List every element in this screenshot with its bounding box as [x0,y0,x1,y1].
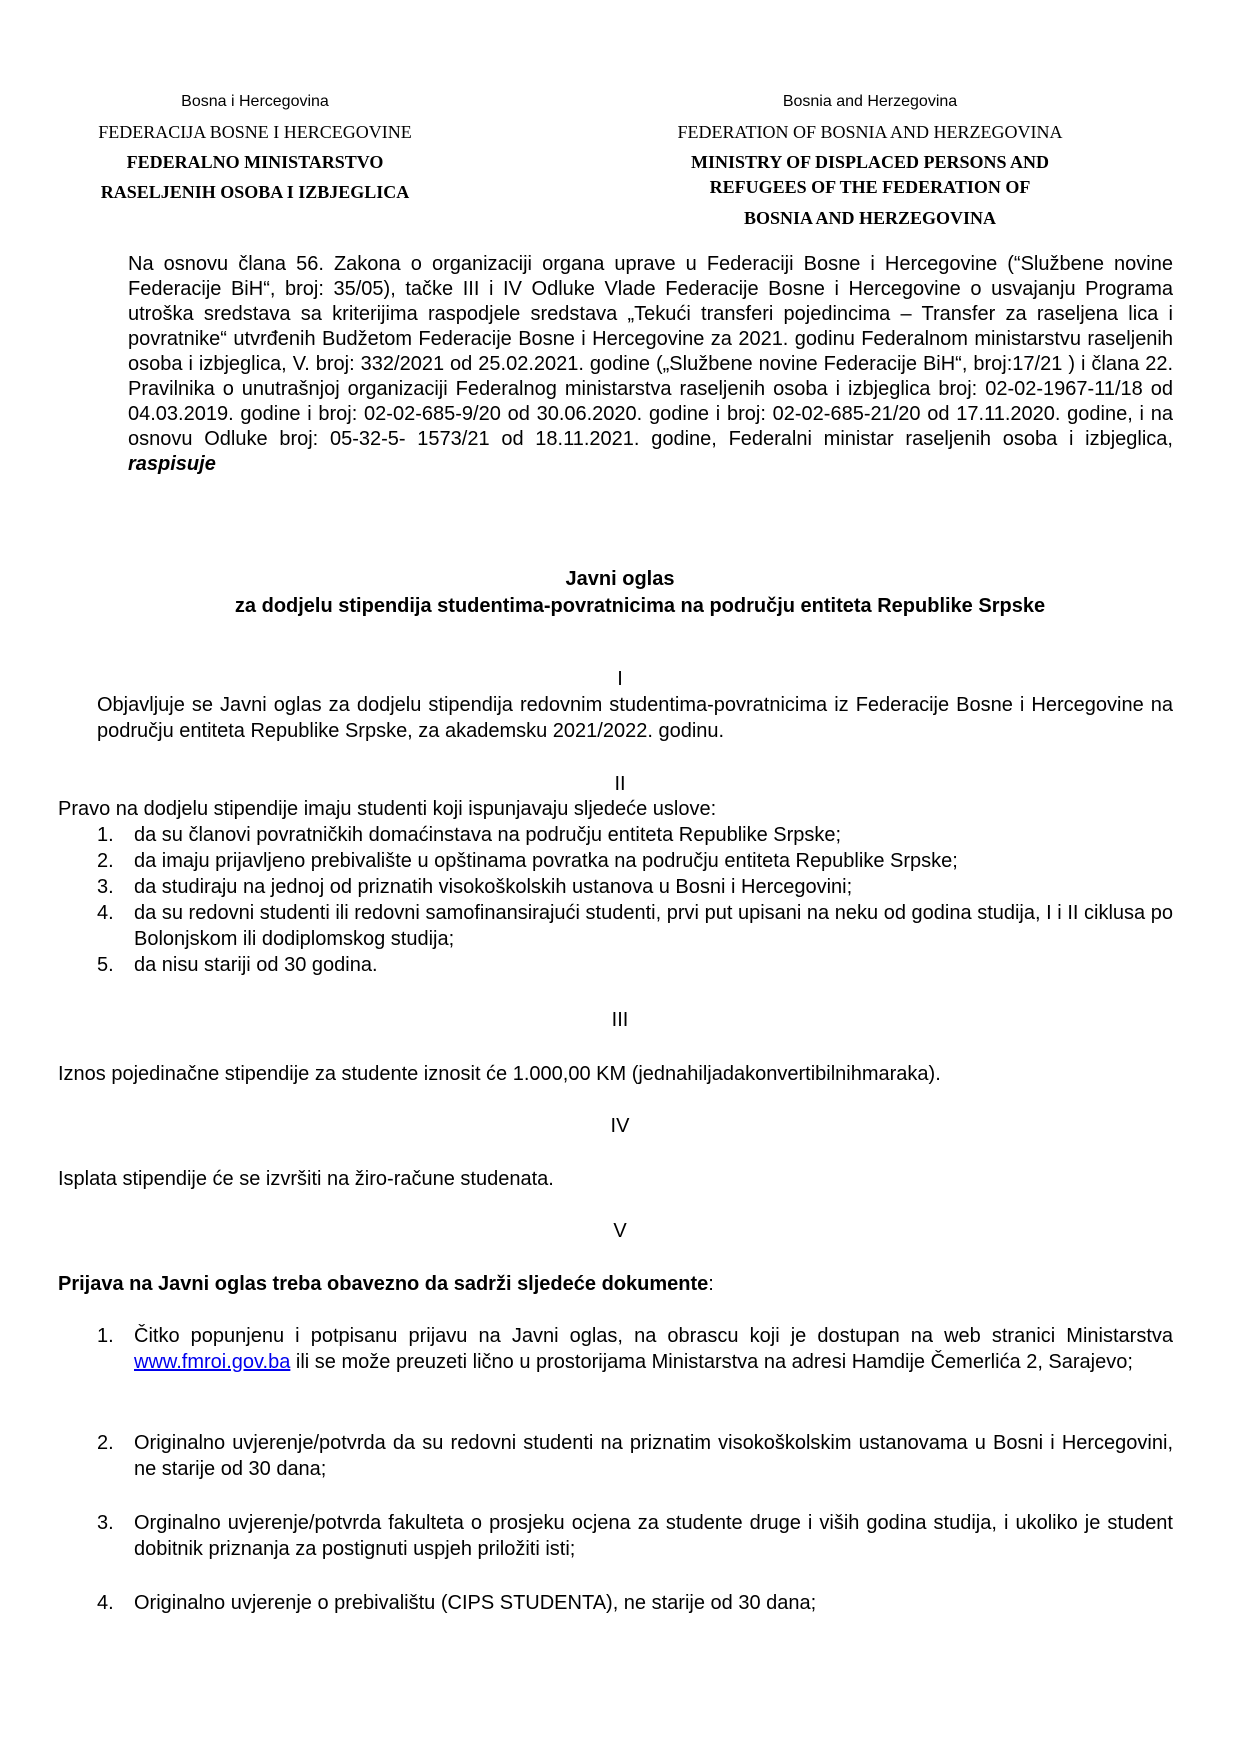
list-item-number: 3. [97,1512,114,1534]
list-item-number: 4. [97,902,114,924]
list-item-text: da studiraju na jednoj od priznatih visokoškolskih ustanova u Bosni i Hercegovini; [134,876,853,898]
header-right-federation: FEDERATION OF BOSNIA AND HERZEGOVINA [677,122,1063,142]
list-item-text: Orginalno uvjerenje/potvrda fakulteta o prosjeku ocjena za studente druge i viših godina studija, i ukoliko je student dobitnik priznanja za postignuti uspjeh priložiti isti; [134,1512,1173,1560]
section-ii-conditions-list [97,822,1173,978]
preamble-text: Na osnovu člana 56. Zakona o organizaciji organa uprave u Federaciji Bosne i Hercegovine (“Službene novine Federacije BiH“, broj: 35/05), tačke III i IV Odluke Vlade Federacije Bosne i Hercegovine o usvajanju Programa utroška sredstava sa kriterijima raspodjele sredstava „Tekući transferi pojedincima – Transfer za raseljena lica i povratnike“ utvrđenih Budžetom Federacije Bosne i Hercegovine za 2021. godinu Federalnom ministarstvu raseljenih osoba i izbjeglica, V. broj: 332/2021 od 25.02.2021. godine („Službene novine Federacije BiH“, broj:17/21 ) i člana 22. Pravilnika o unutrašnjoj organizaciji Federalnog ministarstva raseljenih osoba i izbjeglica broj: 02-02-1967-11/18 od 04.03.2019. godine i broj: 02-02-685-9/20 od 30.06.2020. godine i broj: 02-02-685-21/20 od 17.11.2020. godine, i na osnovu Odluke broj: 05-32-5- 1573/21 od 18.11.2021. godine, Federalni ministar raseljenih osoba i izbjeglica, [128,253,1173,450]
header-right-ministry-line3: BOSNIA AND HERZEGOVINA [743,208,997,228]
section-v-intro-tail: : [708,1273,714,1295]
header-right-ministry [620,150,1120,231]
section-heading-v: V [613,1220,627,1242]
list-item-number: 2. [97,850,114,872]
list-item [97,900,1173,952]
section-ii-intro: Pravo na dodjelu stipendije imaju studenti koji ispunjavaju sljedeće uslove: [58,798,717,820]
list-item-text: Originalno uvjerenje/potvrda da su redovni studenti na priznatim visokoškolskim ustanovama u Bosni i Hercegovini, ne starije od 30 dana; [134,1432,1173,1480]
list-item-text: da su redovni studenti ili redovni samofinansirajući studenti, prvi put upisani na neku od godina studija, I i II ciklusa po Bolonjskom ili dodiplomskog studija; [134,902,1173,950]
section-heading-i: I [617,668,623,690]
header-left-ministry-line1: FEDERALNO MINISTARSTVO [126,152,384,172]
list-item [97,848,1173,874]
title-line2: za dodjelu stipendija studentima-povratnicima na području entiteta Republike Srpske [234,595,1046,617]
header-left [55,87,455,207]
preamble-paragraph [128,252,1173,477]
section-v-intro-bold: Prijava na Javni oglas treba obavezno da sadrži sljedeće dokumente [58,1273,709,1295]
preamble-emphasis: raspisuje [128,453,216,475]
section-heading-iii: III [611,1009,629,1031]
header-right [620,87,1120,231]
title-line1: Javni oglas [565,568,675,590]
section-iv-text: Isplata stipendije će se izvršiti na žiro-račune studenata. [58,1168,554,1190]
list-item-text-before: Čitko popunjenu i potpisanu prijavu na Javni oglas, na obrascu koji je dostupan na web stranici Ministarstva [134,1325,1173,1347]
section-v-documents-list [97,1323,1173,1375]
list-item [97,1590,1173,1616]
document-title [60,566,1180,620]
section-heading-iv: IV [610,1115,630,1137]
list-item-text: da su članovi povratničkih domaćinstava na području entiteta Republike Srpske; [134,824,842,846]
list-item-text: da imaju prijavljeno prebivalište u opštinama povratka na području entiteta Republike Srpske; [134,850,958,872]
section-i-text: Objavljuje se Javni oglas za dodjelu stipendija redovnim studentima-povratnicima iz Federacije Bosne i Hercegovine na području entiteta Republike Srpske, za akademsku 2021/2022. godinu. [97,694,1173,742]
list-item-text: da nisu stariji od 30 godina. [134,954,378,976]
header-left-country: Bosna i Hercegovina [181,93,329,110]
list-item [97,1323,1173,1375]
list-item-number: 1. [97,824,114,846]
list-item-text-after: ili se može preuzeti lično u prostorijama Ministarstva na adresi Hamdije Čemerlića 2, Sarajevo; [290,1351,1133,1373]
section-v-intro [58,1271,1173,1297]
list-item [97,1430,1173,1482]
section-heading-ii: II [614,773,626,795]
list-item-number: 2. [97,1432,114,1454]
section-v-documents-list-3 [97,1510,1173,1562]
header-left-ministry-line2: RASELJENIH OSOBA I IZBJEGLICA [100,182,410,202]
list-item [97,874,1173,900]
section-v-documents-list-4 [97,1590,1173,1616]
header-right-ministry-line2: REFUGEES OF THE FEDERATION OF [709,177,1031,197]
header-right-country: Bosnia and Herzegovina [782,93,958,110]
section-iii-text: Iznos pojedinačne stipendije za studente iznosit će 1.000,00 KM (jednahiljadakonvertibilnihmaraka). [58,1063,941,1085]
section-v-documents-list-2 [97,1430,1173,1482]
list-item-number: 5. [97,954,114,976]
list-item [97,822,1173,848]
header-right-ministry-line1: MINISTRY OF DISPLACED PERSONS AND [690,152,1050,172]
header-left-ministry [55,147,455,207]
list-item-number: 1. [97,1325,114,1347]
ministry-website-link[interactable]: www.fmroi.gov.ba [134,1351,291,1373]
header-left-federation: FEDERACIJA BOSNE I HERCEGOVINE [98,122,412,142]
list-item-number: 4. [97,1592,114,1614]
list-item [97,1510,1173,1562]
list-item [97,952,1173,978]
list-item-number: 3. [97,876,114,898]
list-item-text: Originalno uvjerenje o prebivalištu (CIPS STUDENTA), ne starije od 30 dana; [134,1592,817,1614]
